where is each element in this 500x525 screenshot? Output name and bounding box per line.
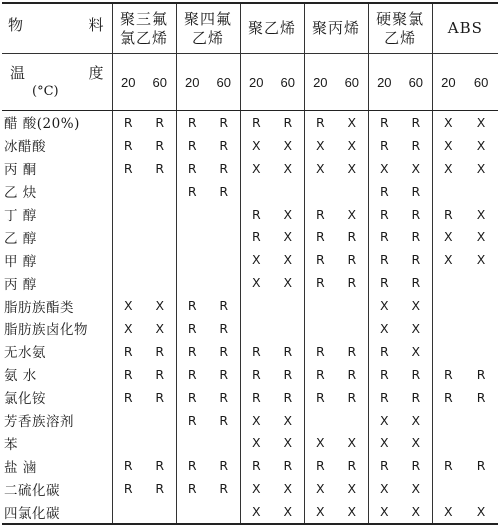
resistance-cell: R: [432, 363, 464, 386]
resistance-cell: R: [219, 343, 229, 359]
resistance-cell: R: [368, 454, 400, 477]
resistance-cell: [112, 409, 144, 432]
resistance-cell: X: [112, 294, 144, 317]
resistance-cell: [144, 500, 176, 524]
resistance-cell: [144, 180, 176, 203]
resistance-cell: X: [432, 225, 464, 248]
table-header: [2, 3, 498, 111]
resistance-cell: R: [155, 114, 165, 130]
resistance-cell: R: [219, 160, 229, 176]
resistance-cell: X: [476, 206, 486, 222]
resistance-cell: R: [219, 137, 229, 153]
plastic-header-group: ABS: [432, 3, 498, 54]
temperature-cell: 20: [368, 54, 400, 111]
resistance-cell: R: [304, 340, 336, 363]
resistance-cell: X: [155, 298, 165, 314]
temperature-cell: 60: [400, 54, 432, 111]
resistance-cell: R: [240, 340, 272, 363]
resistance-cell: R: [304, 203, 336, 226]
resistance-cell: X: [240, 431, 272, 454]
resistance-cell: [144, 248, 176, 271]
substance-name: 乙 炔: [4, 185, 37, 202]
resistance-cell: R: [112, 454, 144, 477]
resistance-cell: R: [176, 363, 208, 386]
resistance-cell: [176, 203, 208, 226]
resistance-cell: X: [432, 157, 464, 180]
resistance-cell: [336, 294, 368, 317]
resistance-cell: X: [476, 229, 486, 245]
resistance-cell: X: [304, 157, 336, 180]
resistance-cell: X: [347, 137, 357, 153]
resistance-cell: [112, 431, 144, 454]
resistance-cell: R: [176, 111, 208, 134]
resistance-cell: R: [304, 271, 336, 294]
resistance-cell: X: [240, 409, 272, 432]
substance-name: 丙 酮: [4, 162, 37, 179]
resistance-cell: R: [155, 343, 165, 359]
resistance-cell: [112, 225, 144, 248]
resistance-cell: R: [155, 160, 165, 176]
temperature-cell: 60: [144, 54, 176, 111]
resistance-cell: [112, 500, 144, 524]
resistance-cell: [208, 431, 240, 454]
resistance-cell: [432, 294, 464, 317]
resistance-cell: R: [368, 180, 400, 203]
resistance-cell: R: [411, 183, 421, 199]
resistance-cell: X: [368, 477, 400, 500]
resistance-cell: R: [304, 363, 336, 386]
resistance-cell: R: [368, 134, 400, 157]
resistance-cell: X: [368, 500, 400, 524]
resistance-cell: R: [155, 481, 165, 497]
substance-name: 丙 醇: [4, 276, 37, 293]
table-row: [2, 454, 498, 477]
resistance-cell: X: [347, 160, 357, 176]
resistance-cell: R: [283, 389, 293, 405]
table-row: [2, 294, 498, 317]
resistance-cell: [432, 409, 464, 432]
table-row: [2, 500, 498, 524]
plastic-header-group: 聚丙烯: [304, 3, 368, 54]
resistance-cell: [432, 340, 464, 363]
resistance-cell: X: [240, 157, 272, 180]
resistance-cell: X: [304, 500, 336, 524]
temperature-unit: (°C): [32, 84, 59, 99]
resistance-cell: R: [155, 366, 165, 382]
resistance-cell: [112, 248, 144, 271]
resistance-cell: [208, 203, 240, 226]
material-header-cell: [2, 3, 112, 54]
resistance-cell: R: [240, 454, 272, 477]
resistance-cell: R: [283, 366, 293, 382]
resistance-cell: X: [283, 252, 293, 268]
resistance-cell: R: [155, 137, 165, 153]
resistance-cell: X: [240, 477, 272, 500]
resistance-cell: R: [155, 458, 165, 474]
resistance-cell: [240, 317, 272, 340]
substance-name: 氨 水: [4, 368, 37, 385]
resistance-cell: R: [112, 386, 144, 409]
resistance-cell: R: [176, 157, 208, 180]
resistance-cell: X: [304, 134, 336, 157]
resistance-cell: R: [411, 389, 421, 405]
resistance-cell: R: [219, 114, 229, 130]
table-body: [2, 111, 498, 525]
resistance-cell: [208, 248, 240, 271]
resistance-cell: R: [240, 225, 272, 248]
resistance-cell: R: [112, 157, 144, 180]
resistance-cell: X: [400, 500, 432, 524]
resistance-cell: X: [432, 248, 464, 271]
resistance-cell: X: [347, 114, 357, 130]
resistance-cell: X: [283, 206, 293, 222]
resistance-cell: X: [283, 481, 293, 497]
resistance-cell: [304, 294, 336, 317]
resistance-cell: X: [411, 481, 421, 497]
resistance-cell: X: [240, 134, 272, 157]
resistance-cell: X: [304, 431, 336, 454]
table-row: [2, 477, 498, 500]
resistance-cell: R: [176, 180, 208, 203]
resistance-cell: [144, 409, 176, 432]
table-row: [2, 225, 498, 248]
resistance-cell: [432, 180, 464, 203]
resistance-cell: R: [240, 386, 272, 409]
resistance-cell: X: [347, 481, 357, 497]
substance-name: 氯化铵: [4, 391, 46, 408]
resistance-cell: [464, 477, 498, 500]
resistance-cell: R: [176, 477, 208, 500]
resistance-cell: R: [283, 343, 293, 359]
material-label-second: 料: [88, 16, 104, 34]
resistance-cell: [176, 225, 208, 248]
resistance-cell: X: [411, 435, 421, 451]
resistance-cell: [464, 317, 498, 340]
resistance-cell: X: [283, 160, 293, 176]
resistance-cell: [272, 294, 304, 317]
resistance-cell: R: [368, 248, 400, 271]
resistance-cell: X: [476, 160, 486, 176]
resistance-cell: X: [476, 137, 486, 153]
resistance-cell: X: [368, 317, 400, 340]
resistance-cell: X: [112, 317, 144, 340]
resistance-cell: R: [368, 225, 400, 248]
resistance-cell: R: [368, 111, 400, 134]
resistance-cell: R: [219, 389, 229, 405]
resistance-cell: R: [219, 481, 229, 497]
resistance-cell: R: [368, 363, 400, 386]
resistance-cell: R: [347, 458, 357, 474]
table-row: [2, 134, 498, 157]
resistance-cell: X: [347, 206, 357, 222]
resistance-cell: [144, 225, 176, 248]
resistance-cell: R: [411, 229, 421, 245]
resistance-cell: [336, 317, 368, 340]
resistance-cell: R: [176, 386, 208, 409]
resistance-cell: X: [240, 500, 272, 524]
resistance-cell: R: [432, 386, 464, 409]
resistance-cell: R: [347, 229, 357, 245]
temperature-cell: 60: [272, 54, 304, 111]
resistance-cell: R: [219, 458, 229, 474]
resistance-cell: X: [411, 298, 421, 314]
resistance-cell: R: [219, 320, 229, 336]
substance-name: 乙 醇: [4, 230, 37, 247]
substance-name: 四氯化碳: [2, 500, 112, 524]
resistance-cell: X: [272, 500, 304, 524]
resistance-cell: [240, 294, 272, 317]
resistance-cell: [432, 477, 464, 500]
table-row: [2, 386, 498, 409]
substance-name: 甲 醇: [4, 253, 37, 270]
resistance-cell: R: [112, 363, 144, 386]
substance-name: 二硫化碳: [4, 482, 60, 499]
temperature-header-cell: [2, 54, 112, 111]
resistance-cell: X: [368, 294, 400, 317]
resistance-cell: [144, 203, 176, 226]
resistance-cell: [432, 271, 464, 294]
resistance-cell: R: [112, 340, 144, 363]
resistance-cell: R: [476, 366, 486, 382]
table-row: [2, 363, 498, 386]
substance-name: 丁 醇: [4, 208, 37, 224]
resistance-cell: [432, 431, 464, 454]
substance-name: 芳香族溶剂: [4, 414, 74, 431]
table-row: [2, 271, 498, 294]
resistance-cell: R: [347, 389, 357, 405]
resistance-cell: X: [283, 412, 293, 428]
table-row: [2, 340, 498, 363]
resistance-cell: R: [411, 206, 421, 222]
resistance-cell: X: [283, 435, 293, 451]
resistance-cell: R: [219, 183, 229, 199]
resistance-cell: X: [411, 343, 421, 359]
resistance-cell: [208, 500, 240, 524]
resistance-cell: R: [219, 298, 229, 314]
resistance-cell: [304, 180, 336, 203]
resistance-cell: [336, 409, 368, 432]
resistance-cell: X: [240, 248, 272, 271]
resistance-cell: [112, 180, 144, 203]
substance-name: 脂肪族卤化物: [4, 322, 88, 339]
resistance-cell: [176, 431, 208, 454]
temperature-cell: 20: [304, 54, 336, 111]
resistance-cell: R: [304, 225, 336, 248]
resistance-cell: X: [240, 271, 272, 294]
resistance-cell: X: [283, 137, 293, 153]
resistance-cell: R: [347, 366, 357, 382]
resistance-cell: R: [368, 340, 400, 363]
resistance-cell: R: [112, 111, 144, 134]
resistance-cell: R: [304, 386, 336, 409]
resistance-cell: R: [304, 248, 336, 271]
resistance-cell: [176, 271, 208, 294]
resistance-cell: R: [112, 477, 144, 500]
resistance-cell: X: [411, 412, 421, 428]
resistance-cell: R: [283, 458, 293, 474]
resistance-cell: R: [368, 386, 400, 409]
resistance-cell: [112, 203, 144, 226]
resistance-cell: X: [368, 431, 400, 454]
resistance-cell: R: [411, 275, 421, 291]
resistance-cell: R: [368, 271, 400, 294]
substance-name: 冰醋酸: [4, 139, 46, 156]
resistance-cell: X: [336, 500, 368, 524]
resistance-cell: X: [476, 114, 486, 130]
resistance-cell: X: [411, 320, 421, 336]
resistance-cell: R: [304, 111, 336, 134]
resistance-cell: R: [432, 203, 464, 226]
table-row: [2, 111, 498, 134]
resistance-cell: R: [219, 412, 229, 428]
resistance-cell: X: [411, 160, 421, 176]
table-row: [2, 317, 498, 340]
resistance-cell: R: [304, 454, 336, 477]
temperature-label-second: 度: [88, 64, 104, 82]
resistance-cell: X: [304, 477, 336, 500]
resistance-cell: X: [432, 111, 464, 134]
resistance-cell: [464, 409, 498, 432]
resistance-cell: R: [176, 134, 208, 157]
resistance-cell: [464, 431, 498, 454]
plastic-header-group: 硬聚氯乙烯: [368, 3, 432, 54]
substance-name: 无水氨: [4, 345, 46, 362]
resistance-cell: R: [411, 252, 421, 268]
temperature-cell: 20: [432, 54, 464, 111]
resistance-cell: [208, 225, 240, 248]
temperature-cell: 60: [336, 54, 368, 111]
resistance-cell: [304, 409, 336, 432]
resistance-cell: X: [476, 252, 486, 268]
resistance-cell: [240, 180, 272, 203]
resistance-cell: [176, 248, 208, 271]
resistance-cell: R: [176, 409, 208, 432]
resistance-cell: [144, 431, 176, 454]
resistance-cell: X: [283, 275, 293, 291]
temperature-cell: 20: [112, 54, 144, 111]
chemical-resistance-table: [2, 2, 498, 525]
resistance-cell: R: [432, 454, 464, 477]
resistance-cell: R: [176, 454, 208, 477]
resistance-cell: [272, 317, 304, 340]
resistance-cell: R: [240, 111, 272, 134]
substance-name: 醋 酸(20%): [4, 116, 80, 133]
resistance-cell: [144, 271, 176, 294]
chemical-resistance-table-sheet: [2, 2, 498, 522]
resistance-cell: R: [368, 203, 400, 226]
temperature-cell: 60: [208, 54, 240, 111]
resistance-cell: R: [476, 458, 486, 474]
resistance-cell: R: [476, 389, 486, 405]
resistance-cell: R: [411, 114, 421, 130]
resistance-cell: [176, 500, 208, 524]
plastic-header-group: 聚三氟氯乙烯: [112, 3, 176, 54]
resistance-cell: [464, 294, 498, 317]
resistance-cell: [208, 271, 240, 294]
resistance-cell: R: [283, 114, 293, 130]
table-row: [2, 431, 498, 454]
table-row: [2, 203, 498, 226]
resistance-cell: R: [155, 389, 165, 405]
resistance-cell: [112, 271, 144, 294]
resistance-cell: [432, 317, 464, 340]
substance-name: 脂肪族酯类: [4, 299, 74, 316]
plastic-header-group: 聚乙烯: [240, 3, 304, 54]
plastic-header-group: 聚四氟乙烯: [176, 3, 240, 54]
resistance-cell: X: [283, 229, 293, 245]
resistance-cell: [304, 317, 336, 340]
resistance-cell: X: [347, 435, 357, 451]
table-row: [2, 180, 498, 203]
resistance-cell: R: [411, 458, 421, 474]
resistance-cell: [464, 340, 498, 363]
resistance-cell: X: [432, 134, 464, 157]
resistance-cell: R: [176, 317, 208, 340]
temperature-cell: 20: [240, 54, 272, 111]
resistance-cell: X: [432, 500, 464, 524]
resistance-cell: X: [368, 409, 400, 432]
substance-name: 盐 滷: [4, 459, 37, 476]
resistance-cell: R: [347, 252, 357, 268]
resistance-cell: R: [240, 203, 272, 226]
table-row: [2, 248, 498, 271]
temperature-label-first: 温: [10, 64, 26, 82]
resistance-cell: R: [112, 134, 144, 157]
resistance-cell: R: [347, 275, 357, 291]
resistance-cell: R: [219, 366, 229, 382]
table-row: [2, 409, 498, 432]
resistance-cell: R: [176, 294, 208, 317]
resistance-cell: [336, 180, 368, 203]
material-label-first: 物: [8, 16, 24, 34]
resistance-cell: [272, 180, 304, 203]
substance-name: 苯: [4, 436, 18, 453]
resistance-cell: X: [155, 320, 165, 336]
table-row: [2, 157, 498, 180]
resistance-cell: X: [464, 500, 498, 524]
resistance-cell: X: [368, 157, 400, 180]
resistance-cell: R: [176, 340, 208, 363]
resistance-cell: R: [347, 343, 357, 359]
resistance-cell: [464, 271, 498, 294]
temperature-cell: 20: [176, 54, 208, 111]
temperature-cell: 60: [464, 54, 498, 111]
resistance-cell: R: [411, 366, 421, 382]
resistance-cell: [464, 180, 498, 203]
resistance-cell: R: [411, 137, 421, 153]
resistance-cell: R: [240, 363, 272, 386]
